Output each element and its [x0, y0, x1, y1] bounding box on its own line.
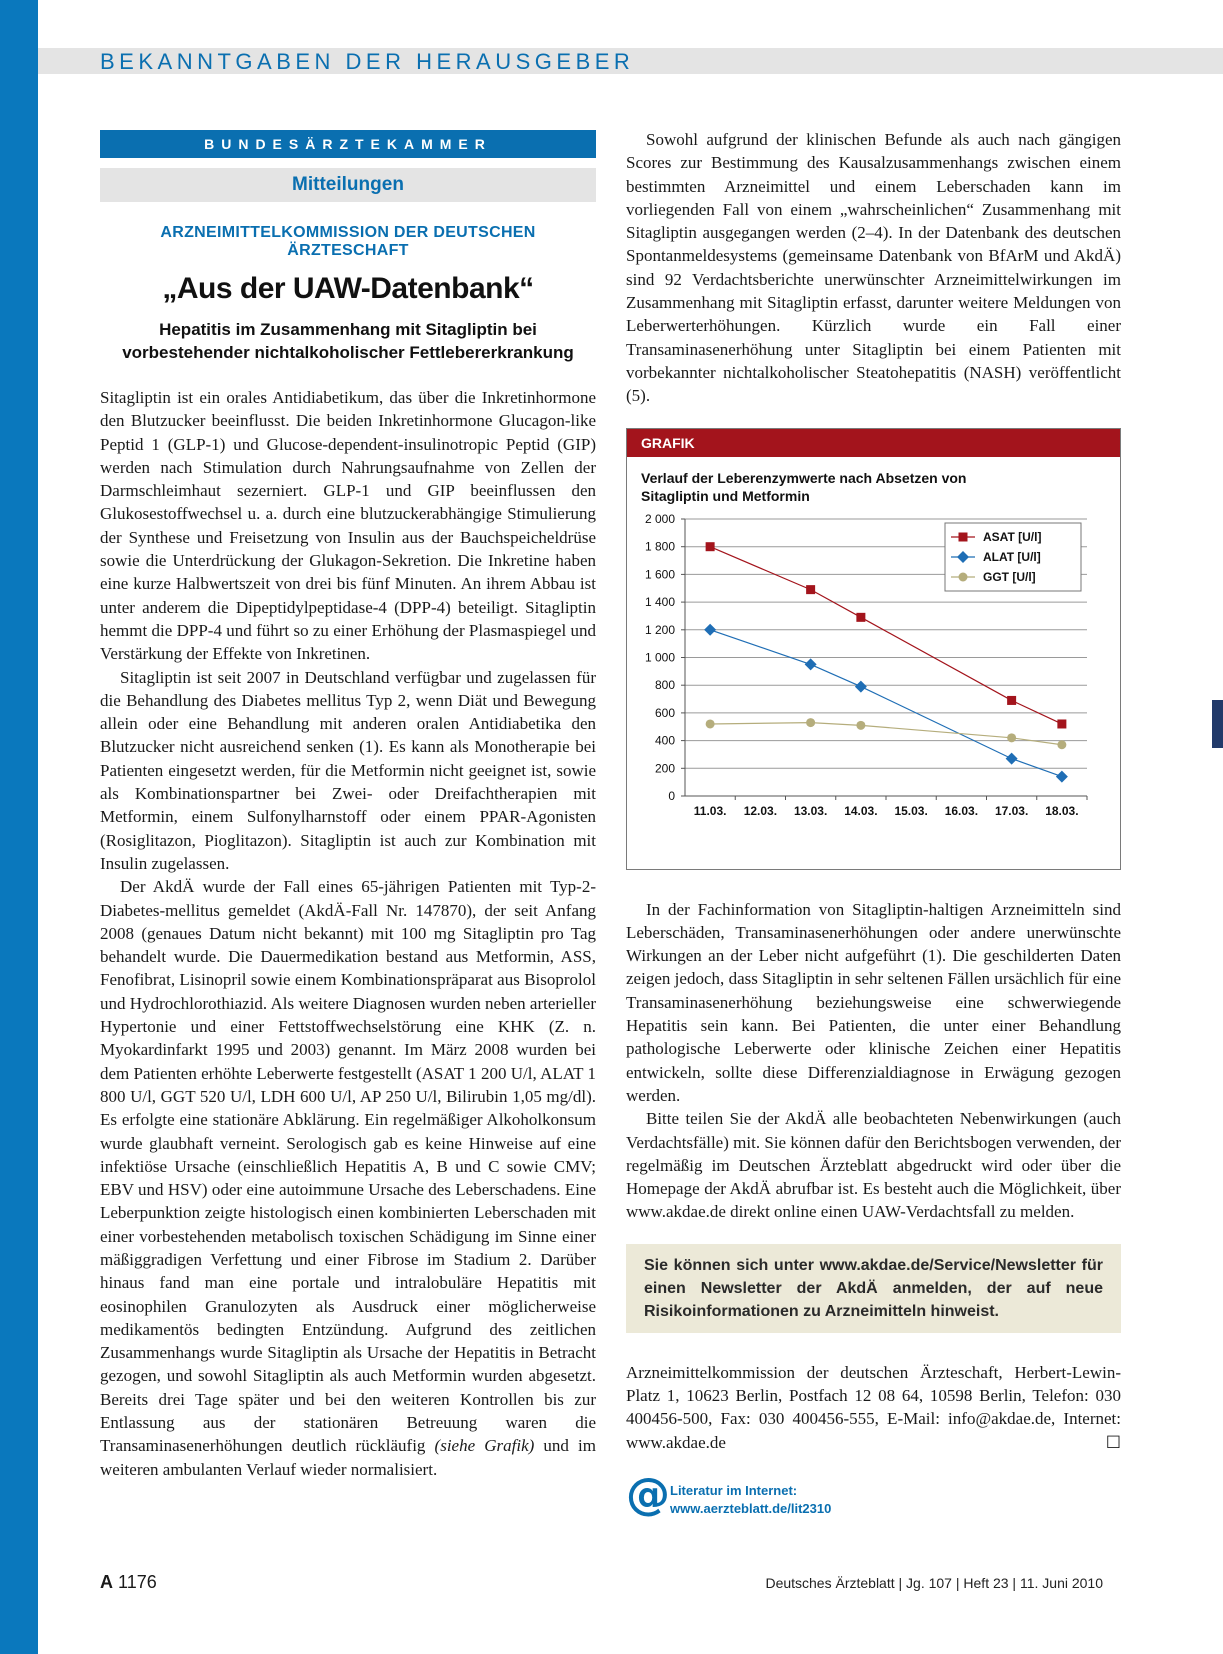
- liver-enzyme-chart: [627, 509, 1120, 854]
- grafik-reference: (siehe Grafik): [434, 1436, 535, 1456]
- edge-decoration: [1212, 700, 1223, 748]
- data-point: [856, 720, 865, 729]
- data-point: [1057, 719, 1066, 728]
- grafik-label: GRAFIK: [627, 429, 1120, 457]
- y-tick-label: 800: [654, 677, 675, 692]
- organization-bar: BUNDESÄRZTEKAMMER: [100, 130, 596, 158]
- y-tick-label: 200: [654, 760, 675, 775]
- grafik-caption: [641, 469, 1120, 505]
- subtitle-line-1: Hepatitis im Zusammenhang mit Sitagliptin bei: [159, 320, 537, 339]
- address-text: Arzneimittelkommission der deutschen Ärzteschaft, Herbert-Lewin-Platz 1, 10623 Berlin, Postfach 12 08 64, 10598 Berlin, Telefon: 030 400456-500, Fax: 030 400456-555, E-Mail: info@akdae.de, Internet: www.akdae.de: [626, 1362, 1121, 1452]
- caption-line-1: Verlauf der Leberenzymwerte nach Absetzen von: [641, 469, 967, 486]
- y-tick-label: 1 800: [644, 539, 675, 554]
- body-paragraph: Sitagliptin ist seit 2007 in Deutschland verfügbar und zugelassen für die Behandlung des Diabetes mellitus Typ 2, wenn Diät und Bewegung allein oder eine Behandlung mit anderen oralen Antidiabetika den Blutzucker nicht ausreichend senken (1). Es kann als Monotherapie bei Patienten eingesetzt werden, für die Metformin nicht geeignet ist, sowie als Kombinationspartner bei Zwei- oder Dreifachtherapien mit Metformin, einem Sulfonylharnstoff oder einem PPAR-Agonisten (Rosiglitazon, Pioglitazon). Sitagliptin ist auch zur Kombination mit Insulin zugelassen.: [100, 667, 596, 873]
- left-color-bar: [0, 0, 38, 1654]
- body-paragraph-tail: und im weiteren ambulanten Verlauf wieder normalisiert.: [100, 1436, 596, 1479]
- left-column: [100, 130, 596, 1481]
- contact-address: [626, 1361, 1121, 1454]
- y-tick-label: 400: [654, 733, 675, 748]
- data-point: [706, 719, 715, 728]
- x-tick-label: 17.03.: [994, 803, 1029, 818]
- body-paragraph: Bitte teilen Sie der AkdÄ alle beobachteten Nebenwirkungen (auch Verdachtsfälle) mit. Sie können dafür den Berichtsbogen verwenden, der regelmäßig im Deutschen Ärzteblatt abgedruckt wird oder über die Homepage der AkdÄ abrufbar ist. Es besteht auch die Möglichkeit, über www.akdae.de direkt online einen UAW-Verdachtsfall zu melden.: [626, 1109, 1121, 1222]
- data-point: [805, 658, 817, 670]
- article-subtitle: [100, 318, 596, 364]
- page-number: A 1176: [100, 1572, 157, 1592]
- body-paragraph: In der Fachinformation von Sitagliptin-haltigen Arzneimitteln sind Leberschäden, Transaminasenerhöhungen oder andere unerwünschte Wirkungen an der Leber nicht aufgeführt (1). Die geschilderten Daten zeigen jedoch, dass Sitagliptin in sehr seltenen Fällen ursächlich für eine Transaminasenerhöhung beziehungsweise eine schwerwiegende Hepatitis sein kann. Bei Patienten, die unter einer Behandlung pathologische Leberwerte oder klinische Zeichen einer Hepatitis entwickeln, sollte diese Differenzialdiagnose in Erwägung gezogen werden.: [626, 899, 1121, 1105]
- grafik-box: [626, 428, 1121, 870]
- data-point: [1007, 733, 1016, 742]
- data-point: [706, 542, 715, 551]
- x-tick-label: 13.03.: [793, 803, 828, 818]
- x-tick-label: 16.03.: [944, 803, 979, 818]
- body-paragraph: [100, 875, 596, 1481]
- newsletter-notice: Sie können sich unter www.akdae.de/Service/Newsletter für einen Newsletter der AkdÄ anmelden, der auf neue Risikoinformationen zu Arzneimitteln hinweist.: [626, 1244, 1121, 1333]
- x-tick-label: 15.03.: [894, 803, 928, 818]
- journal-footer: Deutsches Ärzteblatt | Jg. 107 | Heft 23 | 11. Juni 2010: [765, 1575, 1103, 1591]
- journal-date: 11. Juni 2010: [1019, 1575, 1103, 1591]
- data-point: [1006, 752, 1018, 764]
- y-tick-label: 2 000: [644, 511, 675, 526]
- category-bar: Mitteilungen: [100, 168, 596, 202]
- legend-marker: [959, 572, 968, 581]
- x-tick-label: 14.03.: [844, 803, 878, 818]
- y-tick-label: 1 200: [644, 622, 675, 637]
- journal-name: Deutsches Ärzteblatt: [765, 1575, 895, 1591]
- x-tick-label: 12.03.: [743, 803, 778, 818]
- x-tick-label: 18.03.: [1045, 803, 1079, 818]
- section-header: BEKANNTGABEN DER HERAUSGEBER: [100, 49, 635, 74]
- right-column: [626, 128, 1121, 1526]
- literature-link: [626, 1468, 1121, 1526]
- caption-line-2: Sitagliptin und Metformin: [641, 487, 810, 504]
- data-point: [856, 612, 865, 621]
- y-tick-label: 0: [668, 788, 675, 803]
- journal-issue: Heft 23: [963, 1575, 1009, 1591]
- data-point: [1007, 695, 1016, 704]
- article-title: „Aus der UAW-Datenbank“: [162, 272, 534, 305]
- data-point: [1057, 740, 1066, 749]
- subtitle-line-2: vorbestehender nichtalkoholischer Fettlebererkrankung: [122, 343, 574, 362]
- data-point: [704, 623, 716, 635]
- y-tick-label: 1 400: [644, 594, 675, 609]
- y-tick-label: 1 000: [644, 650, 675, 665]
- data-point: [1056, 770, 1068, 782]
- at-sign-icon: @: [626, 1468, 670, 1520]
- legend-label: GGT [U/l]: [983, 569, 1036, 584]
- literature-url[interactable]: www.aerzteblatt.de/lit2310: [670, 1500, 832, 1516]
- legend-marker: [959, 532, 968, 541]
- body-paragraph: Sitagliptin ist ein orales Antidiabetikum, das über die Inkretinhormone den Blutzucker beeinflusst. Die beiden Inkretinhormone Glucagon-like Peptid 1 (GLP-1) und Glucose-dependent-insulinotropic Peptid (GIP) werden nach Stimulation durch Nahrungsaufnahme von Zellen der Darmschleimhaut sezerniert. GLP-1 und GIP beeinflussen den Glukosestoffwechsel u. a. durch eine blutzuckerabhängige Stimulierung der Synthese und Freisetzung von Insulin aus der Bauchspeicheldrüse sowie die Unterdrückung der Glukagon-Sekretion. Die Inkretine haben eine kurze Halbwertszeit von drei bis fünf Minuten. An ihrem Abbau ist unter anderem die Dipeptidylpeptidase-4 (DPP-4) beteiligt. Sitagliptin hemmt die DPP-4 und führt so zu einer Erhöhung der Plasmaspiegel und Verstärkung der Effekte von Inkretinen.: [100, 388, 596, 664]
- data-point: [806, 585, 815, 594]
- y-tick-label: 1 600: [644, 566, 675, 581]
- legend-label: ALAT [U/l]: [983, 549, 1041, 564]
- legend-label: ASAT [U/l]: [983, 529, 1042, 544]
- end-mark: ☐: [1105, 1432, 1121, 1452]
- data-point: [806, 718, 815, 727]
- y-tick-label: 600: [654, 705, 675, 720]
- body-paragraph: Sowohl aufgrund der klinischen Befunde als auch nach gängigen Scores zur Bestimmung des Kausalzusammenhangs zwischen einem bestimmten Arzneimittel und einem Leberschaden kann im vorliegenden Fall von einem „wahrscheinlichen“ Zusammenhang mit Sitagliptin ausgegangen werden (2–4). In der Datenbank des deutschen Spontanmeldesystems (gemeinsame Datenbank von BfArM und AkdÄ) sind 92 Verdachtsberichte unerwünschter Arzneimittelwirkungen im Zusammenhang mit Sitagliptin erfasst, darunter weitere Meldungen von Leberwerterhöhungen. Kürzlich wurde ein Fall einer Transaminasenerhöhung unter Sitagliptin bei einem Patienten mit vorbekannter nichtalkoholischer Steatohepatitis (NASH) veröffentlicht (5).: [626, 130, 1121, 406]
- commission-heading: ARZNEIMITTELKOMMISSION DER DEUTSCHEN ÄRZTESCHAFT: [160, 224, 536, 259]
- x-tick-label: 11.03.: [693, 803, 727, 818]
- body-paragraph-text: Der AkdÄ wurde der Fall eines 65-jährigen Patienten mit Typ-2-Diabetes-mellitus gemeldet (AkdÄ-Fall Nr. 147870), der seit Anfang 2008 (genaues Datum nicht bekannt) mit 100 mg Sitagliptin pro Tag behandelt wurde. Die Dauermedikation bestand aus Metformin, ASS, Fenofibrat, Lisinopril sowie einem Kombinationspräparat aus Bisoprolol und Hydrochlorothiazid. Als weitere Diagnosen wurden neben arterieller Hypertonie und einer Fettstoffwechselstörung eine KHK (Z. n. Myokardinfarkt 1995 und 2003) genannt. Im März 2008 wurden bei dem Patienten erhöhte Leberwerte festgestellt (ASAT 1 200 U/l, ALAT 1 800 U/l, GGT 520 U/l, LDH 600 U/l, AP 250 U/l, Bilirubin 1,05 mg/dl). Es erfolgte eine stationäre Abklärung. Ein regelmäßiger Alkoholkonsum wurde glaubhaft verneint. Serologisch gab es keine Hinweise auf eine infektiöse Ursache (einschließlich Hepatitis A, B und C sowie CMV; EBV und HSV) oder eine autoimmune Ursache des Leberschadens. Eine Leberpunktion zeigte histologisch einen kombinierten Leberschaden mit einer vorbestehenden metabolisch toxischen Schädigung im Sinne einer mäßiggradigen Verfettung und einer Fibrose im Stadium 2. Darüber hinaus fand man eine portale und intralobuläre Hepatitis mit eosinophilen Granulozyten als Ausdruck einer möglicherweise medikamentös bedingten Entzündung. Aufgrund des zeitlichen Zusammenhangs wurde Sitagliptin als Ursache der Hepatitis in Betracht gezogen, und sowohl Sitagliptin als auch Metformin wurden abgesetzt. Bereits drei Tage später und bei den weiteren Kontrollen bis zur Entlassung aus der stationären Betreuung waren die Transaminasenerhöhungen deutlich rückläufig: [100, 877, 596, 1456]
- data-point: [855, 680, 867, 692]
- journal-volume: Jg. 107: [906, 1575, 952, 1591]
- literature-label: Literatur im Internet:: [670, 1482, 798, 1498]
